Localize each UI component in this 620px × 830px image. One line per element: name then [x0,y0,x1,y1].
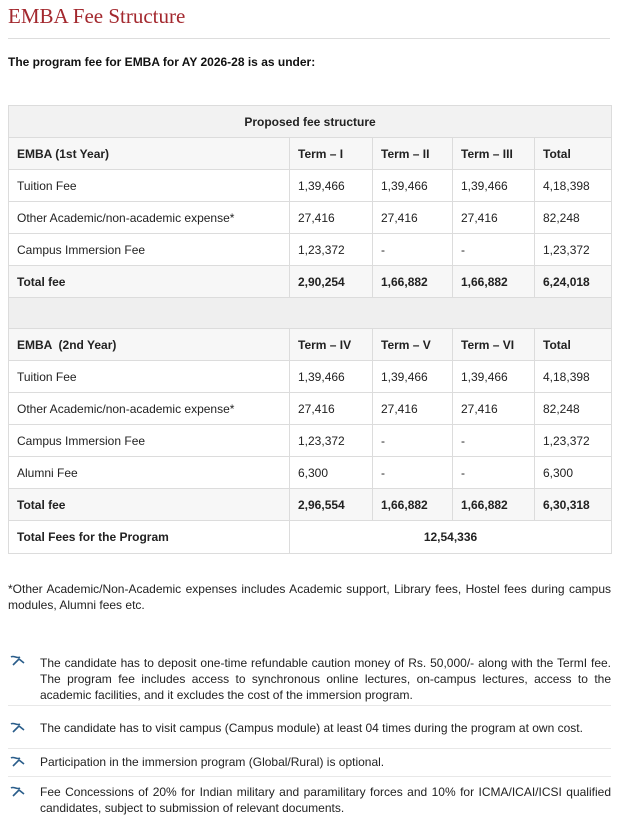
cell: 1,39,466 [453,170,535,202]
row-label: Alumni Fee [9,457,290,489]
list-item [8,777,611,816]
list-item-text: Participation in the immersion program (Global/Rural) is optional. [40,755,385,769]
header-cell: Term – VI [453,329,535,361]
grand-total-amount: 12,54,336 [290,521,612,554]
row-label: Total fee [9,489,290,521]
year2-total-row [9,489,612,521]
header-cell: Term – I [290,138,373,170]
list-item [8,749,611,777]
list-item [8,706,611,749]
cell: 27,416 [373,393,453,425]
arrow-bullet-icon [10,755,26,767]
cell: 1,23,372 [290,425,373,457]
row-label: Other Academic/non-academic expense* [9,393,290,425]
cell: 1,66,882 [373,266,453,298]
year1-total-row [9,266,612,298]
title-divider [8,38,610,39]
cell: 27,416 [453,202,535,234]
cell: 1,39,466 [453,361,535,393]
row-label: Campus Immersion Fee [9,425,290,457]
header-cell: Total [535,329,612,361]
table-spacer-row [9,298,612,329]
page-title: EMBA Fee Structure [8,4,186,28]
cell: - [453,457,535,489]
cell: 4,18,398 [535,170,612,202]
cell: 1,23,372 [290,234,373,266]
cell: - [453,234,535,266]
cell: 1,66,882 [373,489,453,521]
table-caption-row [9,106,612,138]
header-cell: Term – III [453,138,535,170]
cell: 1,66,882 [453,489,535,521]
cell: 1,23,372 [535,234,612,266]
cell: 6,300 [290,457,373,489]
row-label: Tuition Fee [9,361,290,393]
table-caption: Proposed fee structure [9,106,612,138]
table-row [9,425,612,457]
row-label: Other Academic/non-academic expense* [9,202,290,234]
header-cell: Term – II [373,138,453,170]
cell: 27,416 [290,393,373,425]
header-cell: EMBA (2nd Year) [9,329,290,361]
cell: 27,416 [373,202,453,234]
cell: 82,248 [535,393,612,425]
row-label: Tuition Fee [9,170,290,202]
intro-text: The program fee for EMBA for AY 2026-28 is as under: [8,55,316,69]
grand-total-row [9,521,612,554]
table-row [9,361,612,393]
header-cell: Total [535,138,612,170]
cell: 1,66,882 [453,266,535,298]
cell: 6,24,018 [535,266,612,298]
table-row [9,393,612,425]
row-label: Campus Immersion Fee [9,234,290,266]
year1-header-row [9,138,612,170]
cell: 1,23,372 [535,425,612,457]
header-cell: Term – V [373,329,453,361]
table-row [9,170,612,202]
year2-header-row [9,329,612,361]
list-item [8,653,611,706]
fee-table [8,105,612,554]
cell: 27,416 [453,393,535,425]
cell: - [373,457,453,489]
list-item-text: The candidate has to visit campus (Campus module) at least 04 times during the program at own cost. [40,721,583,735]
cell: 1,39,466 [290,170,373,202]
cell: 2,96,554 [290,489,373,521]
cell: - [373,425,453,457]
header-cell: Term – IV [290,329,373,361]
table-row [9,234,612,266]
header-cell: EMBA (1st Year) [9,138,290,170]
grand-total-label: Total Fees for the Program [9,521,290,554]
table-row [9,457,612,489]
cell: - [453,425,535,457]
cell: 27,416 [290,202,373,234]
cell: 1,39,466 [290,361,373,393]
list-item-text: Fee Concessions of 20% for Indian military and paramilitary forces and 10% for ICMA/ICAI/ICSI qualified candidates, subject to submission of relevant documents. [40,785,611,815]
cell: 6,30,318 [535,489,612,521]
cell: 1,39,466 [373,361,453,393]
notes-list [8,653,611,816]
cell: 6,300 [535,457,612,489]
cell: 2,90,254 [290,266,373,298]
arrow-bullet-icon [10,654,26,666]
arrow-bullet-icon [10,721,26,733]
list-item-text: The candidate has to deposit one-time refundable caution money of Rs. 50,000/- along with the TermI fee. The program fee includes access to synchronous online lectures, on-campus lectures, access to the academic facilities, and it excludes the cost of the immersion program. [40,656,611,702]
table-row [9,202,612,234]
cell: 4,18,398 [535,361,612,393]
footnote: *Other Academic/Non-Academic expenses includes Academic support, Library fees, Hostel fees during campus modules, Alumni fees etc. [8,582,611,612]
cell: 1,39,466 [373,170,453,202]
arrow-bullet-icon [10,785,26,797]
cell: - [373,234,453,266]
row-label: Total fee [9,266,290,298]
cell: 82,248 [535,202,612,234]
